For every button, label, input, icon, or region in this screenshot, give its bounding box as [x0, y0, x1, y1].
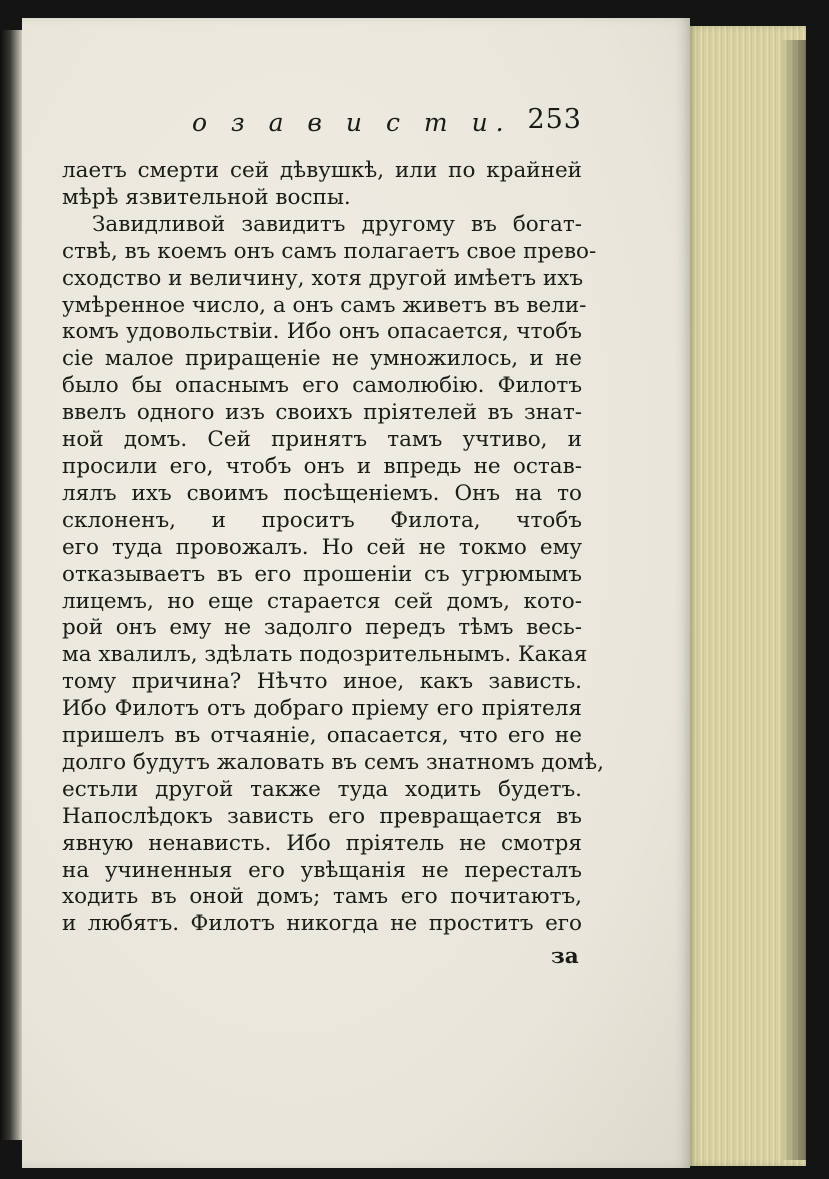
text-line: на учиненныя его увѣщанія не пересталъ	[62, 857, 582, 883]
text-line: склоненъ, и проситъ Филота, чтобъ	[62, 507, 582, 533]
text-line: Ибо Филотъ отъ добраго пріему его пріятеля	[62, 696, 582, 722]
text-line: Завидливой завидитъ другому въ богат-	[92, 211, 582, 237]
text-line: явную ненависть. Ибо пріятель не смотря	[62, 830, 582, 856]
text-line: лаетъ смерти сей дѣвушкѣ, или по крайней	[62, 158, 582, 183]
text-line: долго будутъ жаловать въ семъ знатномъ домѣ,	[62, 749, 604, 775]
text-line: ввелъ одного изъ своихъ пріятелей въ знат-	[62, 400, 582, 426]
text-line: умѣренное число, а онъ самъ живетъ въ вели-	[62, 292, 587, 318]
text-line: просили его, чтобъ онъ и впредь не остав-	[62, 453, 582, 479]
text-line: комъ удовольствіи. Ибо онъ опасается, чтобъ	[62, 319, 582, 345]
text-line: и любятъ. Филотъ никогда не проститъ его	[62, 911, 582, 937]
running-title: о з а в и с т и.	[192, 108, 512, 137]
text-line: лялъ ихъ своимъ посѣщеніемъ. Онъ на то	[62, 480, 582, 506]
page-header	[182, 104, 582, 148]
body-text	[62, 158, 604, 938]
text-line: ной домъ. Сей принятъ тамъ учтиво, и	[62, 427, 582, 453]
text-line: лицемъ, но еще старается сей домъ, кото-	[62, 588, 582, 614]
text-line: ствѣ, въ коемъ онъ самъ полагаетъ свое прево-	[62, 238, 597, 264]
text-line: мѣрѣ язвительной воспы.	[62, 184, 351, 210]
text-line: сіе малое приращеніе не умножилось, и не	[62, 346, 582, 372]
catchword: за	[551, 944, 579, 969]
text-line: тому причина? Нѣчто иное, какъ зависть.	[62, 669, 582, 695]
previous-page-edge	[0, 30, 22, 1140]
text-line: Напослѣдокъ зависть его превращается въ	[62, 803, 582, 829]
text-line: ходить въ оной домъ; тамъ его почитаютъ,	[62, 884, 582, 910]
page-number: 253	[527, 104, 582, 135]
text-line: естьли другой также туда ходить будетъ.	[62, 776, 582, 802]
book-page	[22, 18, 690, 1168]
text-line: пришелъ въ отчаяніе, опасается, что его не	[62, 723, 582, 749]
book-edge-shadow	[780, 40, 806, 1160]
text-line: его туда провожалъ. Но сей не токмо ему	[62, 534, 582, 560]
text-line: рой онъ ему не задолго передъ тѣмъ весь-	[62, 615, 582, 641]
text-line: ма хвалилъ, здѣлать подозрительнымъ. Какая	[62, 642, 588, 668]
text-line: отказываетъ въ его прошеніи съ угрюмымъ	[62, 561, 582, 587]
text-line: было бы опаснымъ его самолюбію. Филотъ	[62, 373, 582, 399]
text-line: сходство и величину, хотя другой имѣетъ ихъ	[62, 265, 584, 291]
